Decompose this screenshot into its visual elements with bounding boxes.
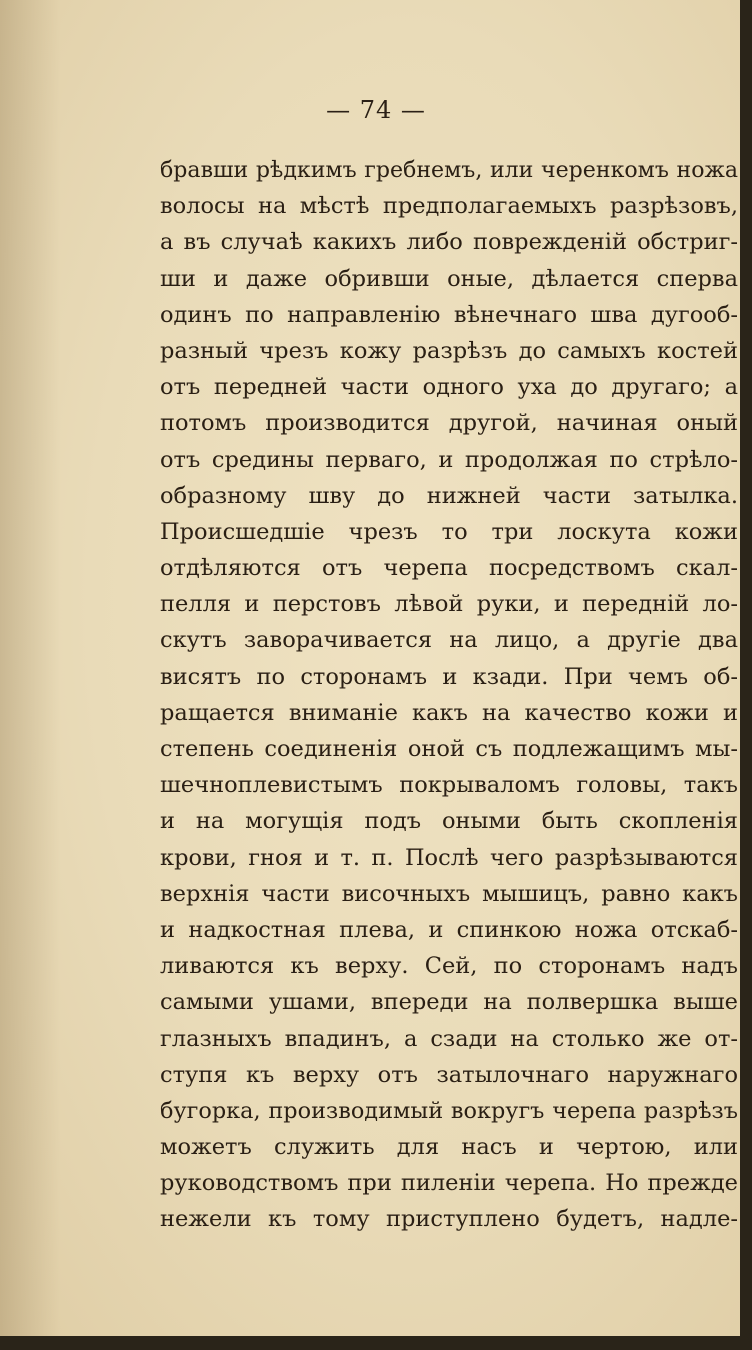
- text-line: висятъ по сторонамъ и кзади. При чемъ об-: [160, 663, 738, 690]
- text-line: потомъ производится другой, начиная оный: [160, 410, 738, 437]
- gutter-shadow: [0, 0, 60, 1336]
- text-line: отъ передней части одного уха до другаго; а: [160, 374, 738, 401]
- text-line: бравши рѣдкимъ гребнемъ, или черенкомъ ножа: [160, 157, 738, 183]
- text-line: шечноплевистымъ покрываломъ головы, такъ: [160, 772, 738, 799]
- text-line: одинъ по направленію вѣнечнаго шва дугооб-: [160, 301, 738, 328]
- text-line: а въ случаѣ какихъ либо поврежденій обстриг-: [160, 229, 738, 256]
- text-line: и на могущія подъ оными быть скопленія: [160, 808, 738, 835]
- text-line: и надкостная плева, и спинкою ножа отскаб-: [160, 916, 738, 943]
- text-line: степень соединенія оной съ подлежащимъ мы-: [160, 736, 738, 762]
- text-line: отдѣляются отъ черепа посредствомъ скал-: [160, 555, 738, 582]
- text-line: разный чрезъ кожу разрѣзъ до самыхъ костей: [160, 337, 738, 364]
- text-line: пелля и перстовъ лѣвой руки, и передній ло-: [160, 591, 738, 618]
- text-line: крови, гноя и т. п. Послѣ чего разрѣзываются: [160, 844, 738, 871]
- body-text: [160, 152, 738, 1238]
- text-line: ши и даже обривши оные, дѣлается сперва: [160, 265, 738, 292]
- text-line: глазныхъ впадинъ, а сзади на столько же от-: [160, 1025, 738, 1052]
- text-line: ступя къ верху отъ затылочнаго наружнаго: [160, 1061, 738, 1088]
- text-line: ращается вниманіе какъ на качество кожи и: [160, 699, 738, 726]
- text-line: образному шву до нижней части затылка.: [160, 482, 738, 509]
- text-line: самыми ушами, впереди на полвершка выше: [160, 989, 738, 1016]
- text-line: скутъ заворачивается на лицо, а другіе два: [160, 627, 738, 654]
- text-line: Происшедшіе чрезъ то три лоскута кожи: [160, 518, 738, 545]
- page-number-header: — 74 —: [326, 96, 426, 124]
- text-line: верхнія части височныхъ мышицъ, равно какъ: [160, 880, 738, 907]
- text-line: бугорка, производимый вокругъ черепа разрѣзъ: [160, 1097, 738, 1124]
- text-line: можетъ служить для насъ и чертою, или: [160, 1134, 738, 1161]
- text-line: ливаются къ верху. Сей, по сторонамъ надъ: [160, 953, 738, 980]
- text-line: волосы на мѣстѣ предполагаемыхъ разрѣзовъ,: [160, 193, 738, 220]
- text-line: отъ средины перваго, и продолжая по стрѣло-: [160, 446, 738, 473]
- text-line: нежели къ тому приступлено будетъ, надле-: [160, 1206, 738, 1233]
- text-line: руководствомъ при пиленіи черепа. Но прежде: [160, 1170, 738, 1197]
